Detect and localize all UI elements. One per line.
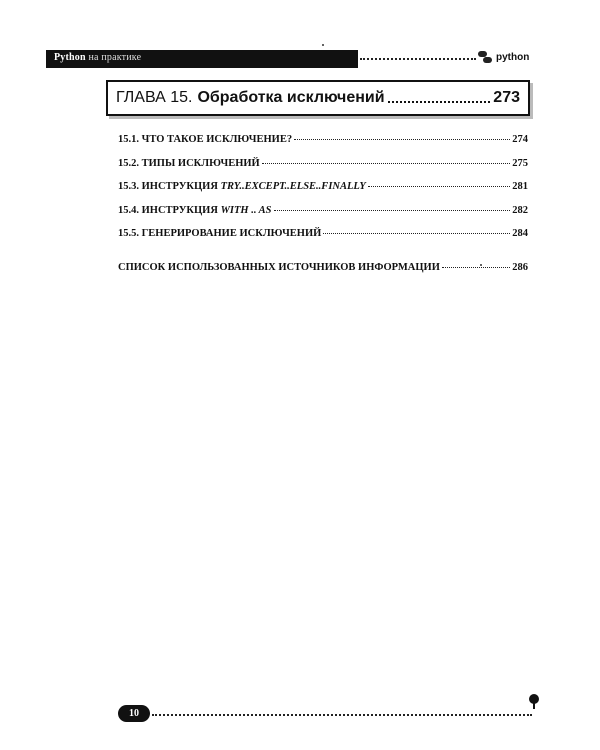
- chapter-heading: [106, 80, 530, 116]
- page-number-badge: [118, 705, 150, 722]
- toc-entry-page: 275: [512, 157, 528, 169]
- toc-entry-15-5: [118, 228, 528, 252]
- book-subtitle: на практике: [88, 52, 142, 63]
- toc-entry-page: 281: [512, 181, 528, 192]
- toc-entry-15-3: [118, 181, 528, 205]
- chapter-leader-dots: [388, 91, 491, 103]
- toc-entry-label: 15.2. ТИПЫ ИСКЛЮЧЕНИЙ: [118, 157, 260, 169]
- footer-bullet-icon: [529, 694, 539, 704]
- header-dotted-rule: [360, 58, 476, 60]
- toc-entry-label: 15.4. ИНСТРУКЦИЯ WITH .. AS: [118, 204, 272, 216]
- scan-speck: [322, 44, 324, 46]
- scan-speck: [480, 264, 482, 266]
- toc-leader-dots: [274, 209, 511, 211]
- toc-entry-label: 15.3. ИНСТРУКЦИЯ TRY..EXCEPT..ELSE..FINALLY: [118, 181, 366, 192]
- toc-entry-page: 274: [512, 134, 528, 145]
- header-bar: [46, 50, 358, 68]
- python-logo: [478, 51, 529, 63]
- toc-entry-label: СПИСОК ИСПОЛЬЗОВАННЫХ ИСТОЧНИКОВ ИНФОРМАЦИИ: [118, 261, 440, 273]
- toc-leader-dots: [323, 232, 510, 234]
- toc-leader-dots: [442, 266, 510, 268]
- toc-entry-15-1: [118, 134, 528, 158]
- toc-entry-label: 15.1. ЧТО ТАКОЕ ИСКЛЮЧЕНИЕ?: [118, 134, 293, 145]
- page-number: 10: [129, 708, 139, 719]
- toc-leader-dots: [294, 138, 510, 140]
- toc-entry-references: [118, 262, 528, 286]
- chapter-number: ГЛАВА 15.: [116, 89, 193, 106]
- book-title: Python: [54, 52, 86, 63]
- toc-leader-dots: [262, 162, 511, 164]
- toc-entry-page: 286: [512, 261, 528, 273]
- toc-entry-page: 282: [512, 204, 528, 216]
- python-logo-icon: [478, 51, 493, 63]
- running-header: [54, 52, 141, 63]
- footer-dotted-rule: [152, 714, 532, 716]
- chapter-title: Обработка исключений: [197, 89, 385, 106]
- python-logo-text: python: [496, 51, 530, 63]
- toc-entry-15-2: [118, 158, 528, 182]
- toc-entry-label: 15.5. ГЕНЕРИРОВАНИЕ ИСКЛЮЧЕНИЙ: [118, 228, 322, 239]
- toc-entry-15-4: [118, 205, 528, 229]
- toc-entry-page: 284: [512, 228, 528, 239]
- chapter-page: 273: [493, 89, 520, 106]
- table-of-contents: [118, 134, 528, 285]
- toc-leader-dots: [368, 185, 510, 187]
